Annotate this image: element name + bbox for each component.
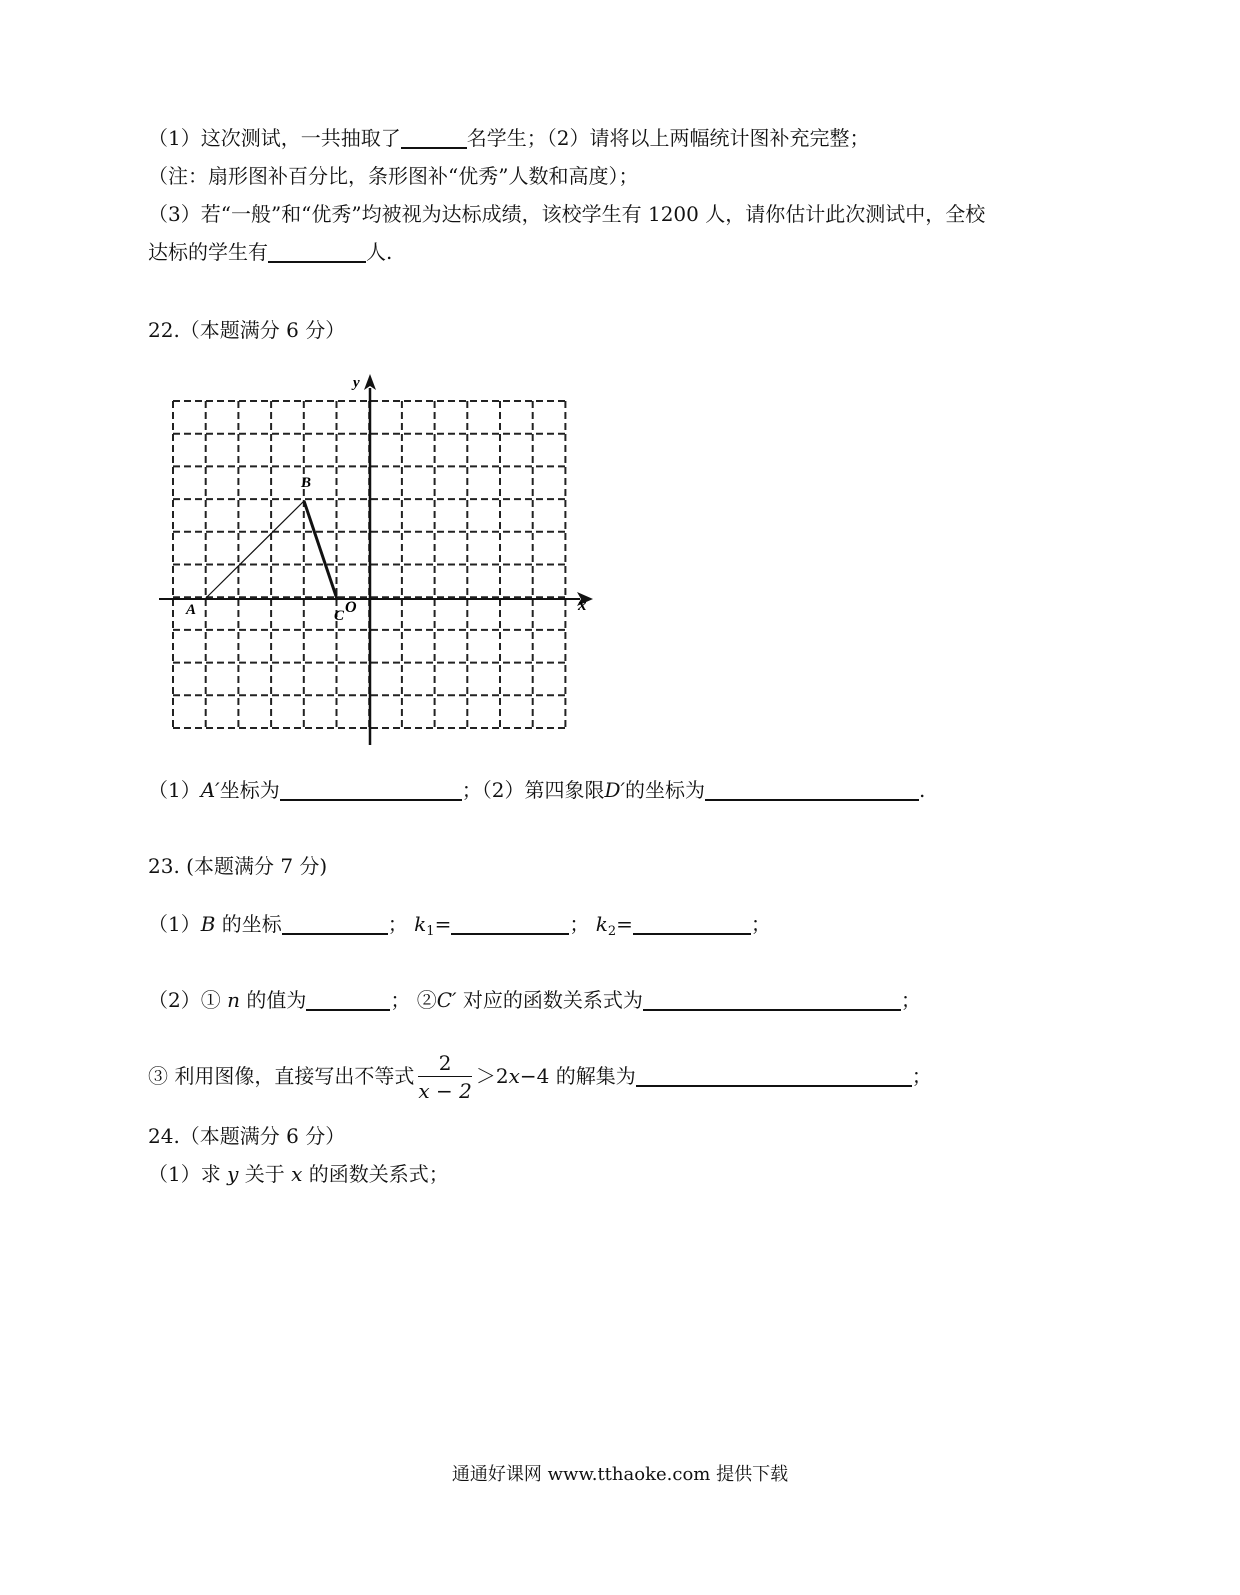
y-axis-arrow <box>364 374 376 390</box>
answer-blank-b-coord[interactable] <box>282 911 388 935</box>
segment-ab <box>205 501 304 599</box>
origin-label: O <box>345 599 357 616</box>
point-c-label: C <box>334 608 345 624</box>
q23-part1: （1）B 的坐标 ； $k_1=$ ； $k_2=$ ； <box>148 912 771 939</box>
segment-bc <box>304 501 337 599</box>
q21-part1: （1）这次测试，一共抽取了 名学生；（2）请将以上两幅统计图补充完整； <box>148 126 870 150</box>
answer-blank-a-prime[interactable] <box>280 777 462 801</box>
q22-title: 22.（本题满分 6 分） <box>148 318 346 342</box>
answer-blank-k2[interactable] <box>633 911 751 935</box>
q21-note: （注：扇形图补百分比，条形图补“优秀”人数和高度）； <box>148 164 639 188</box>
coordinate-grid <box>155 370 600 750</box>
fraction-2-over-x-minus-2: $\frac{2}{x - 2}$ <box>418 1051 472 1103</box>
q23-part2: （2）① n 的值为 ； ②C′ 对应的函数关系式为 ； <box>148 988 921 1012</box>
y-axis-label: y <box>353 375 360 391</box>
point-b-label: B <box>301 475 312 491</box>
answer-blank-n[interactable] <box>306 987 390 1011</box>
q23-part3: ③ 利用图像，直接写出不等式 $\frac{2}{x - 2}$ ＞2x−4 的解集为 ； <box>148 1051 932 1103</box>
x-axis-label: x <box>578 595 587 614</box>
q22-answers: （1）A′坐标为 ；（2）第四象限D′的坐标为 . <box>148 778 926 802</box>
q24-part1: （1）求 y 关于 x 的函数关系式； <box>148 1162 449 1186</box>
point-a-label: A <box>186 602 197 618</box>
answer-blank-k1[interactable] <box>451 911 569 935</box>
answer-blank-student-count[interactable] <box>401 125 467 149</box>
answer-blank-qualified-students[interactable] <box>268 239 366 263</box>
page-footer: 通通好课网 www.tthaoke.com 提供下载 <box>451 1464 789 1485</box>
answer-blank-d-prime[interactable] <box>705 777 919 801</box>
q24-title: 24.（本题满分 6 分） <box>148 1124 346 1148</box>
answer-blank-c-prime-function[interactable] <box>643 987 901 1011</box>
q23-title: 23. (本题满分 7 分) <box>148 854 328 878</box>
q21-part3-cont: 达标的学生有 人. <box>148 240 393 264</box>
answer-blank-solution-set[interactable] <box>636 1063 912 1087</box>
q21-part3: （3）若“一般”和“优秀”均被视为达标成绩，该校学生有 1200 人，请你估计此次测试中，全校 <box>148 202 986 226</box>
